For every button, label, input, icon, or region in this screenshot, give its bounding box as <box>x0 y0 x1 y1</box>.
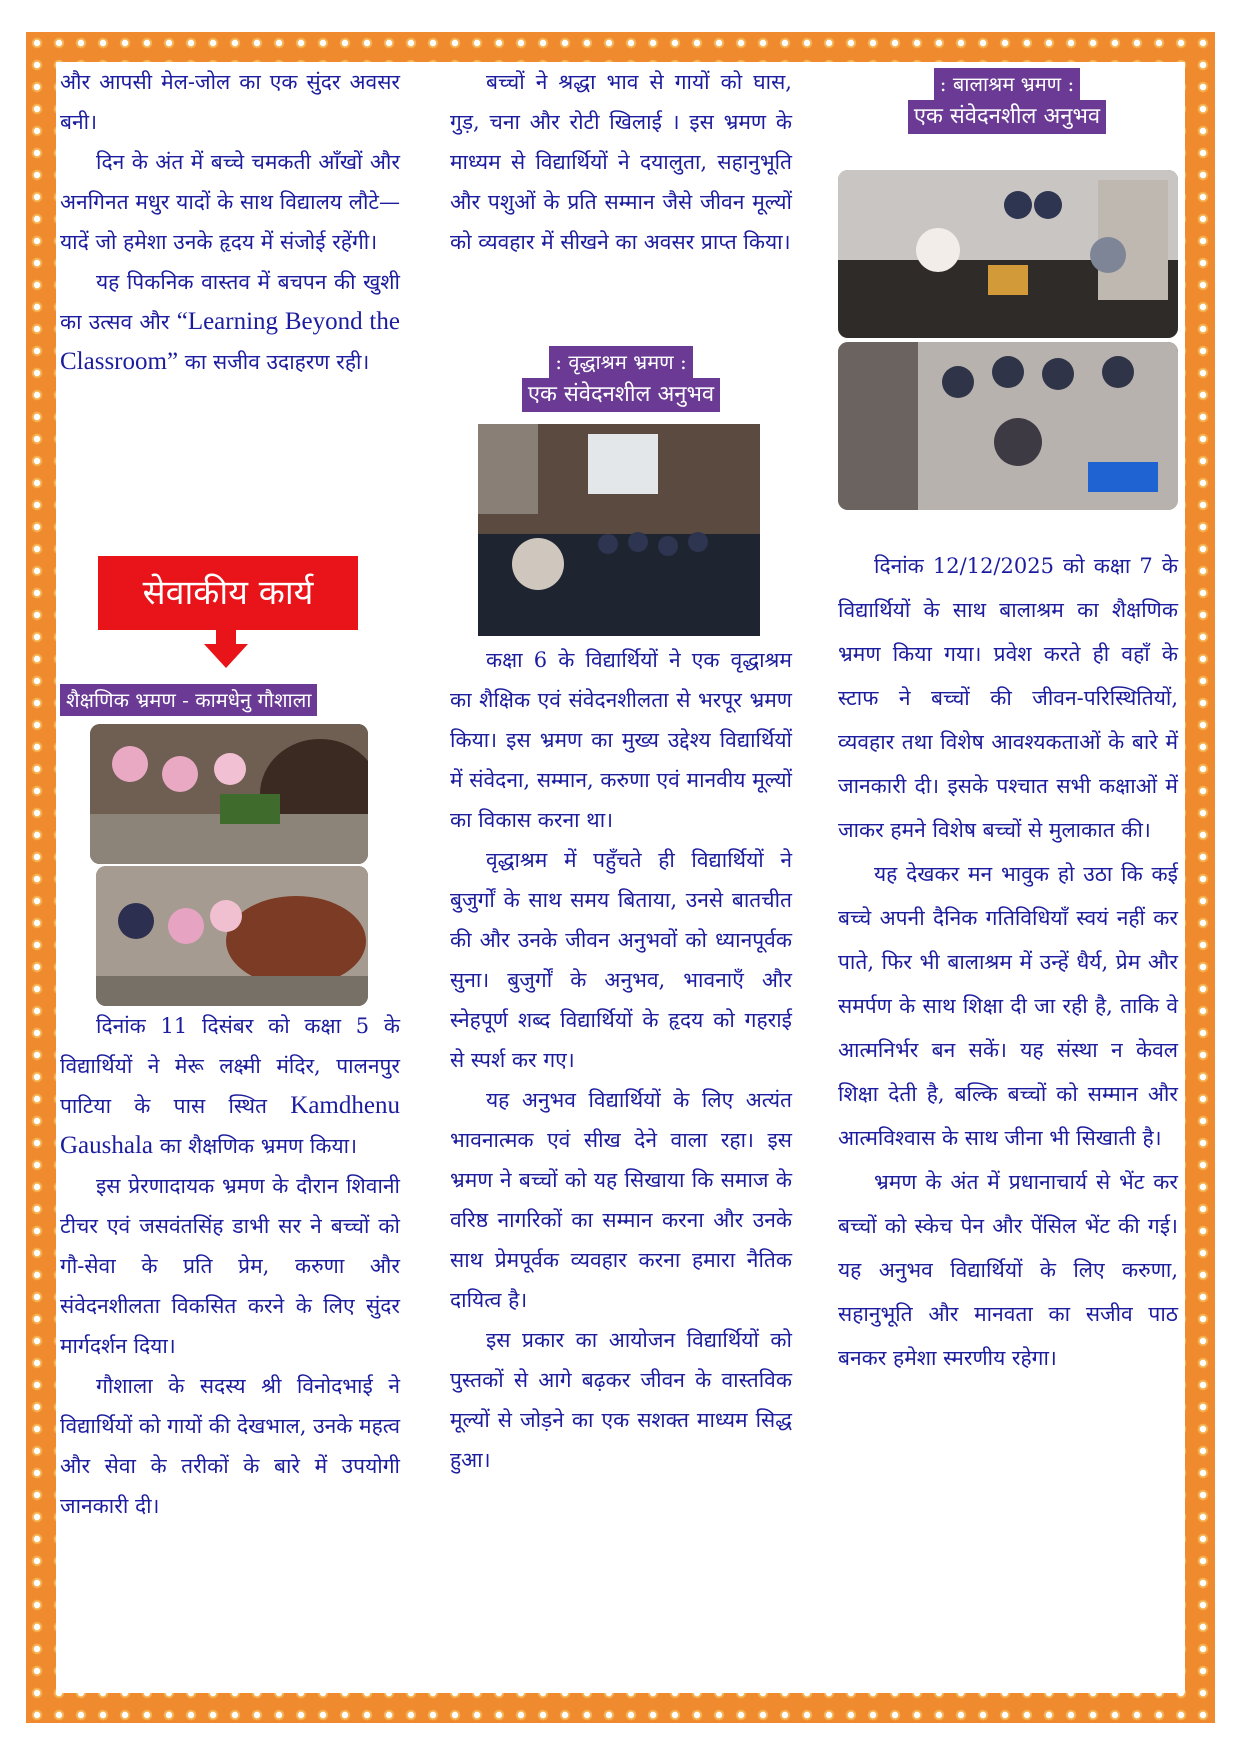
balashram-photo-1 <box>838 170 1178 338</box>
text: का सजीव उदाहरण रही। <box>184 350 370 374</box>
paragraph: दिनांक 12/12/2025 को कक्षा 7 के विद्यार्थियों के साथ बालाश्रम का शैक्षणिक भ्रमण किया गया। प्रवेश करते ही वहाँ के स्टाफ ने बच्चों की जीवन-परिस्थितियों, व्यवहार तथा विशेष आवश्यकताओं के बारे में जानकारी दी। इसके पश्चात सभी कक्षाओं में जाकर हमने विशेष बच्चों से मुलाकात की। <box>838 554 1178 842</box>
paragraph: कक्षा 6 के विद्यार्थियों ने एक वृद्धाश्रम का शैक्षिक एवं संवेदनशीलता से भरपूर भ्रमण किया। इस भ्रमण का मुख्य उद्देश्य विद्यार्थियों में संवेदना, सम्मान, करुणा एवं मानवीय मूल्यों का विकास करना था। <box>450 648 792 832</box>
column-1-lower <box>60 1006 400 1526</box>
paragraph: और आपसी मेल-जोल का एक सुंदर अवसर बनी। <box>60 70 400 134</box>
down-arrow-icon <box>204 630 248 668</box>
paragraph: दिन के अंत में बच्चे चमकती आँखों और अनगिनत मधुर यादों के साथ विद्यालय लौटे—यादें जो हमेशा उनके हृदय में संजोई रहेंगी। <box>60 150 400 254</box>
photo-placeholder <box>90 724 368 864</box>
text: यह पिकनिक वास्तव में बचपन की खुशी का उत्सव और <box>60 270 400 334</box>
vriddhashram-banner <box>450 346 792 412</box>
paragraph: भ्रमण के अंत में प्रधानाचार्य से भेंट कर बच्चों को स्केच पेन और पेंसिल भेंट की गई। यह अनुभव विद्यार्थियों के लिए करुणा, सहानुभूति और मानवता का सजीव पाठ बनकर हमेशा स्मरणीय रहेगा। <box>838 1170 1178 1370</box>
gaushala-photo-2 <box>96 866 368 1006</box>
column-3 <box>838 544 1178 1380</box>
column-2 <box>450 62 792 262</box>
paragraph: बच्चों ने श्रद्धा भाव से गायों को घास, गुड़, चना और रोटी खिलाई । इस भ्रमण के माध्यम से विद्यार्थियों ने दयालुता, सहानुभूति और पशुओं के प्रति सम्मान जैसे जीवन मूल्यों को व्यवहार में सीखने का अवसर प्राप्त किया। <box>450 70 792 254</box>
vriddhashram-photo <box>478 424 760 636</box>
text: का शैक्षणिक भ्रमण किया। <box>159 1134 358 1158</box>
text: दिनांक 11 दिसंबर को कक्षा 5 के विद्यार्थियों ने मेरू लक्ष्मी मंदिर, पालनपुर पाटिया के पास स्थित <box>60 1014 400 1118</box>
paragraph: यह अनुभव विद्यार्थियों के लिए अत्यंत भावनात्मक एवं सीख देने वाला रहा। इस भ्रमण ने बच्चों को यह सिखाया कि समाज के वरिष्ठ नागरिकों का सम्मान करना और उनके साथ प्रेमपूर्वक व्यवहार करना हमारा नैतिक दायित्व है। <box>450 1088 792 1312</box>
paragraph: वृद्धाश्रम में पहुँचते ही विद्यार्थियों ने बुजुर्गों के साथ समय बिताया, उनसे बातचीत की और उनके जीवन अनुभवों को ध्यानपूर्वक सुना। बुजुर्गों के अनुभव, भावनाएँ और स्नेहपूर्ण शब्द विद्यार्थियों के हृदय को गहराई से स्पर्श कर गए। <box>450 848 792 1072</box>
gaushala-photo-1 <box>90 724 368 864</box>
gaushala-banner: शैक्षणिक भ्रमण - कामधेनु गौशाला <box>60 684 317 716</box>
text: Kamdhenu Gaushala <box>60 1092 400 1159</box>
paragraph: गौशाला के सदस्य श्री विनोदभाई ने विद्यार्थियों को गायों की देखभाल, उनके महत्व और सेवा के तरीकों के बारे में उपयोगी जानकारी दी। <box>60 1374 401 1518</box>
gaushala-banner-wrap <box>60 684 317 716</box>
paragraph: यह देखकर मन भावुक हो उठा कि कई बच्चे अपनी दैनिक गतिविधियाँ स्वयं नहीं कर पाते, फिर भी बालाश्रम में उन्हें धैर्य, प्रेम और समर्पण के साथ शिक्षा दी जा रही है, ताकि वे आत्मनिर्भर बन सकें। यह संस्था न केवल शिक्षा देती है, बल्कि बच्चों को सम्मान और आत्मविश्वास के साथ जीना भी सिखाती है। <box>838 862 1178 1150</box>
balashram-banner <box>836 68 1178 134</box>
banner-line: एक संवेदनशील अनुभव <box>908 100 1106 134</box>
photo-placeholder <box>96 866 368 1006</box>
balashram-photo-2 <box>838 342 1178 510</box>
banner-line: : वृद्धाश्रम भ्रमण : <box>549 346 692 378</box>
banner-line: एक संवेदनशील अनुभव <box>522 378 720 412</box>
photo-placeholder <box>838 342 1178 510</box>
banner-line: : बालाश्रम भ्रमण : <box>934 68 1081 100</box>
paragraph: इस प्रेरणादायक भ्रमण के दौरान शिवानी टीचर एवं जसवंतसिंह डाभी सर ने बच्चों को गौ-सेवा के प्रति प्रेम, करुणा और संवेदनशीलता विकसित करने के लिए सुंदर मार्गदर्शन दिया। <box>60 1174 400 1358</box>
paragraph <box>60 262 400 382</box>
paragraph <box>60 1006 400 1166</box>
photo-placeholder <box>838 170 1178 338</box>
seva-heading: सेवाकीय कार्य <box>98 556 358 630</box>
paragraph: इस प्रकार का आयोजन विद्यार्थियों को पुस्तकों से आगे बढ़कर जीवन के वास्तविक मूल्यों से जोड़ने का एक सशक्त माध्यम सिद्ध हुआ। <box>450 1328 792 1472</box>
column-1 <box>60 62 400 382</box>
photo-placeholder <box>478 424 760 636</box>
text: “Learning Beyond the Classroom” <box>60 308 400 375</box>
column-2-lower <box>450 640 792 1480</box>
